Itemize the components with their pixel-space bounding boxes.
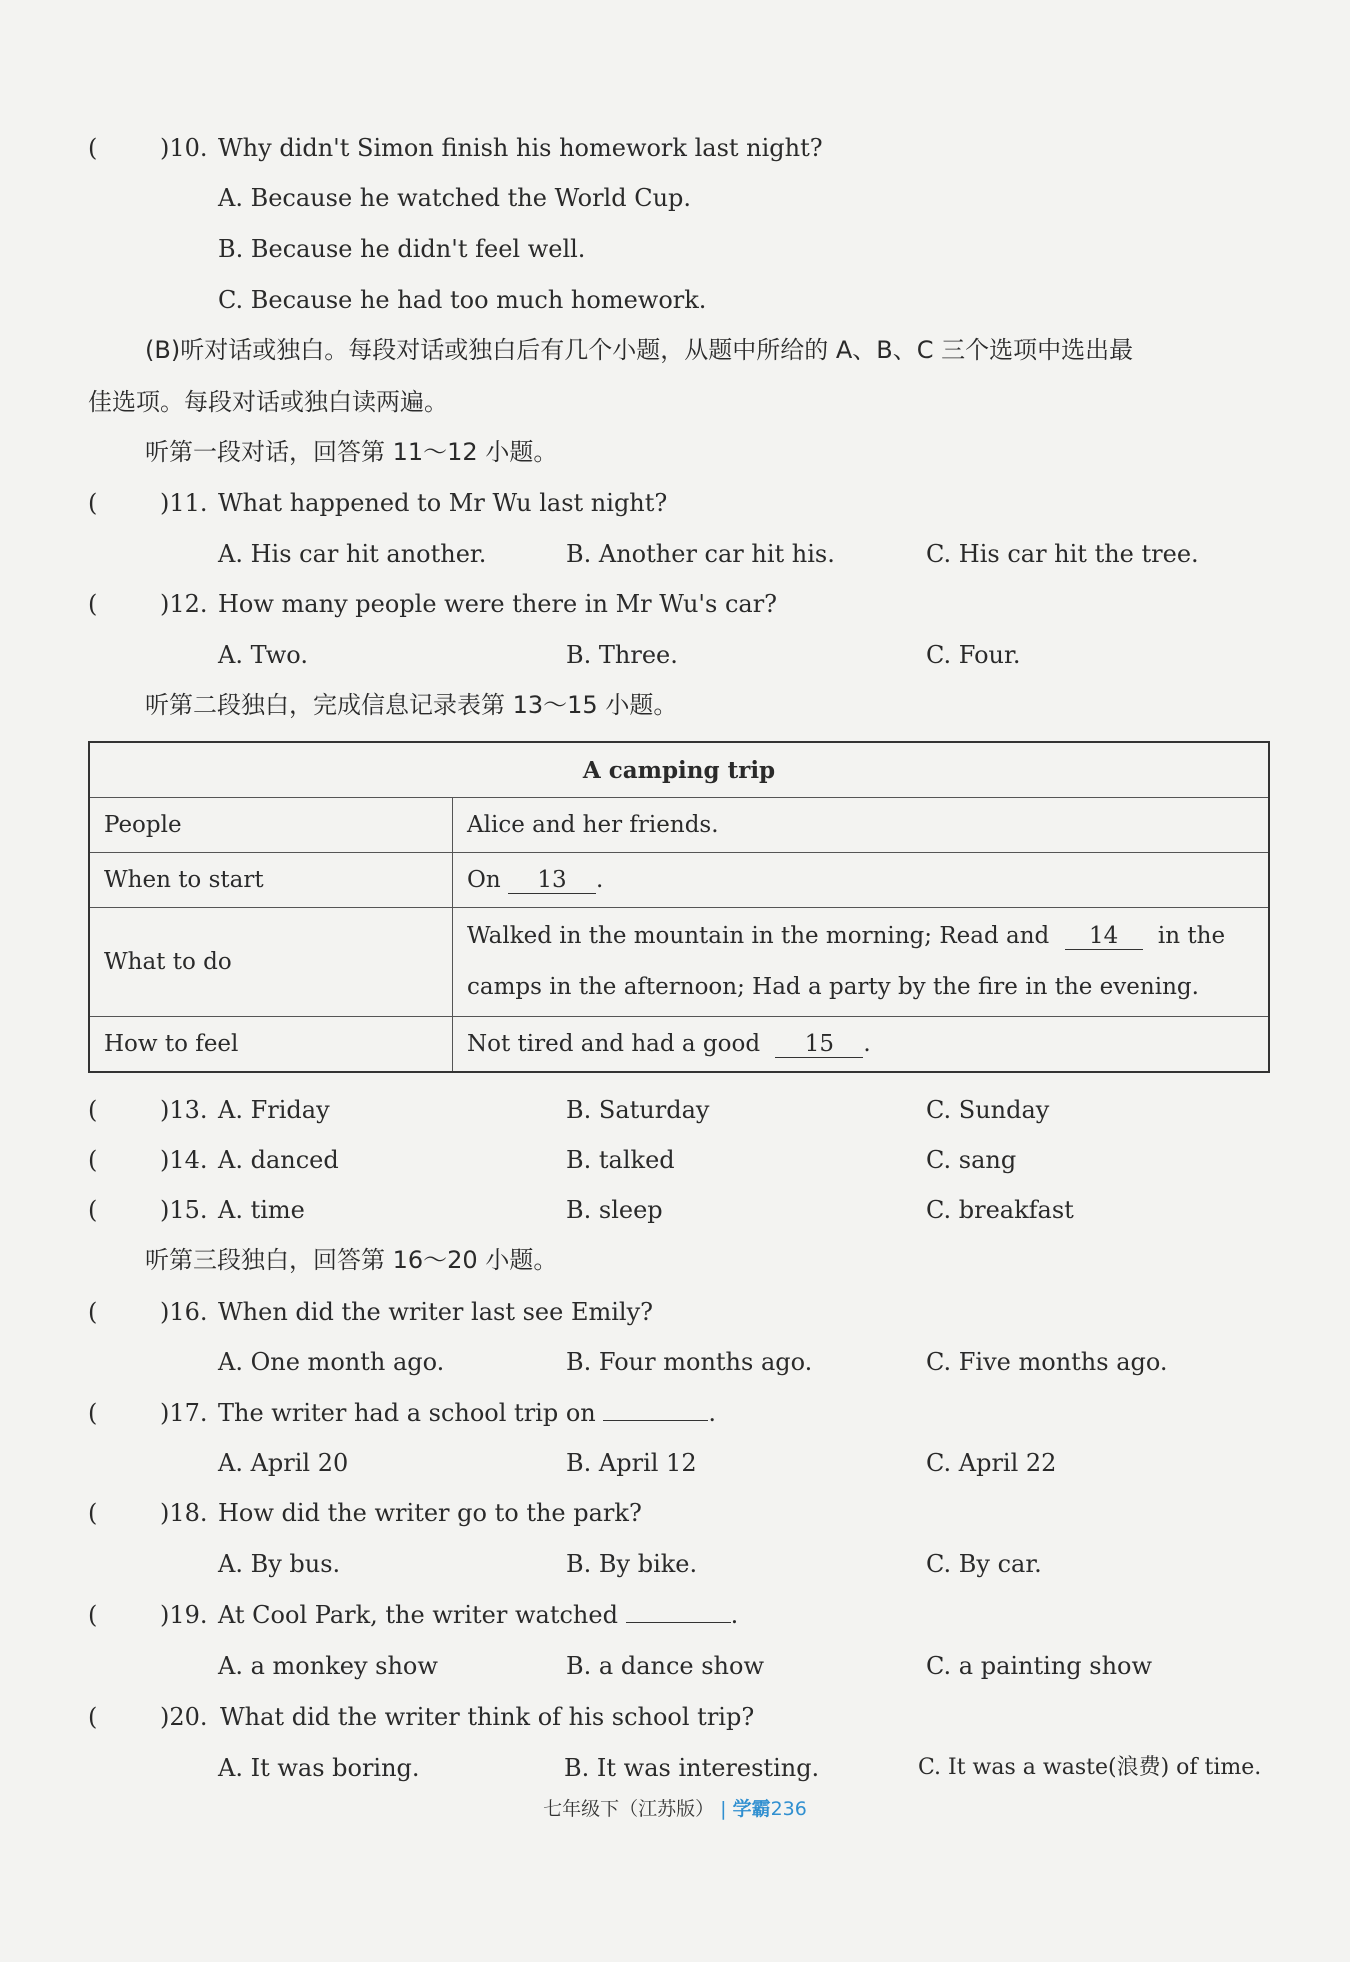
question-19: ( )19. At Cool Park, the writer watched .	[0, 1595, 1350, 1635]
answer-blank	[626, 1596, 731, 1623]
blank-14: 14	[1065, 923, 1143, 950]
grade-label: 七年级下（江苏版）	[543, 1798, 715, 1820]
option-a: A. By bus.	[218, 1550, 341, 1578]
question-10	[0, 128, 1350, 168]
option-c: C. a painting show	[926, 1652, 1153, 1680]
option-c: C. Four.	[926, 641, 1021, 669]
option-b: B. April 12	[566, 1449, 697, 1477]
row-label: When to start	[89, 853, 453, 908]
option-b: B. By bike.	[566, 1550, 698, 1578]
row-label: How to feel	[89, 1017, 453, 1073]
option-c: C. Because he had too much homework.	[218, 286, 707, 314]
row-value: On 13 .	[453, 853, 1270, 908]
table-row	[89, 853, 1269, 908]
option-a: A. One month ago.	[218, 1348, 445, 1376]
option-c: C. breakfast	[926, 1196, 1074, 1224]
blank-13: 13	[508, 867, 596, 894]
row-value: Walked in the mountain in the morning; Read and 14 in the camps in the afternoon; Had a party by the fire in the evening.	[453, 908, 1270, 1017]
option-a: A. danced	[218, 1146, 339, 1174]
option-b: B. Another car hit his.	[566, 540, 835, 568]
option-b: B. Because he didn't feel well.	[218, 235, 586, 263]
option-b: B. Three.	[566, 641, 678, 669]
question-12-options	[0, 635, 1350, 675]
option-a: A. It was boring.	[218, 1754, 420, 1782]
info-table	[88, 741, 1270, 1073]
question-text: Why didn't Simon finish his homework last night?	[218, 134, 823, 162]
monologue-2-heading: 听第二段独白，完成信息记录表第 13～15 小题。	[145, 691, 678, 719]
question-20: ( )20. What did the writer think of his school trip?	[88, 1703, 755, 1731]
question-11-options	[0, 534, 1350, 574]
row-value: Not tired and had a good 15 .	[453, 1017, 1270, 1073]
option-b: B. talked	[566, 1146, 675, 1174]
option-a: A. His car hit another.	[218, 540, 487, 568]
question-20-options	[0, 1748, 1350, 1788]
table-row	[89, 908, 1269, 1017]
section-b-instructions-2: 佳选项。每段对话或独白读两遍。	[88, 388, 448, 416]
option-a: A. April 20	[218, 1449, 349, 1477]
question-16-options	[0, 1342, 1350, 1382]
blank-15: 15	[775, 1031, 863, 1058]
option-b: B. Saturday	[566, 1096, 710, 1124]
question-18: ( )18. How did the writer go to the park?	[88, 1499, 642, 1527]
option-c: C. April 22	[926, 1449, 1057, 1477]
answer-blank	[603, 1394, 708, 1421]
question-number: )10.	[160, 134, 208, 162]
option-a: A. Friday	[218, 1096, 330, 1124]
question-11: ( )11. What happened to Mr Wu last night?	[88, 489, 668, 517]
brand-label: 学霸	[732, 1798, 771, 1820]
option-c: C. By car.	[926, 1550, 1042, 1578]
table-row	[89, 798, 1269, 853]
answer-paren: (	[88, 134, 98, 162]
dialog-1-heading: 听第一段对话，回答第 11～12 小题。	[145, 438, 558, 466]
page-footer	[0, 1794, 1350, 1821]
option-a: A. a monkey show	[218, 1652, 438, 1680]
question-17: ( )17. The writer had a school trip on .	[0, 1393, 1350, 1433]
row-label: What to do	[89, 908, 453, 1017]
option-c: C. Sunday	[926, 1096, 1050, 1124]
option-a: A. Because he watched the World Cup.	[218, 184, 692, 212]
table-title: A camping trip	[89, 742, 1269, 798]
option-c: C. sang	[926, 1146, 1017, 1174]
question-15: ( )15. A. time B. sleep C. breakfast	[0, 1190, 1350, 1230]
question-18-options	[0, 1544, 1350, 1584]
option-c: C. Five months ago.	[926, 1348, 1168, 1376]
option-a: A. Two.	[218, 641, 308, 669]
table-row	[89, 1017, 1269, 1073]
option-c: C. His car hit the tree.	[926, 540, 1199, 568]
option-b: B. sleep	[566, 1196, 663, 1224]
option-c: C. It was a waste(浪费) of time.	[918, 1755, 1262, 1780]
question-14: ( )14. A. danced B. talked C. sang	[0, 1140, 1350, 1180]
row-label: People	[89, 798, 453, 853]
page-number: 236	[770, 1798, 807, 1820]
question-16: ( )16. When did the writer last see Emily?	[88, 1298, 653, 1326]
question-12: ( )12. How many people were there in Mr Wu's car?	[88, 590, 778, 618]
option-b: B. It was interesting.	[564, 1754, 820, 1782]
option-b: B. Four months ago.	[566, 1348, 813, 1376]
question-17-options	[0, 1443, 1350, 1483]
option-b: B. a dance show	[566, 1652, 764, 1680]
question-13: ( )13. A. Friday B. Saturday C. Sunday	[0, 1090, 1350, 1130]
option-a: A. time	[218, 1196, 305, 1224]
footer-divider: |	[720, 1798, 727, 1820]
section-b-instructions: (B)听对话或独白。每段对话或独白后有几个小题，从题中所给的 A、B、C 三个选项中选出最	[145, 336, 1134, 364]
question-19-options	[0, 1646, 1350, 1686]
row-value: Alice and her friends.	[453, 798, 1270, 853]
monologue-3-heading: 听第三段独白，回答第 16～20 小题。	[145, 1246, 558, 1274]
